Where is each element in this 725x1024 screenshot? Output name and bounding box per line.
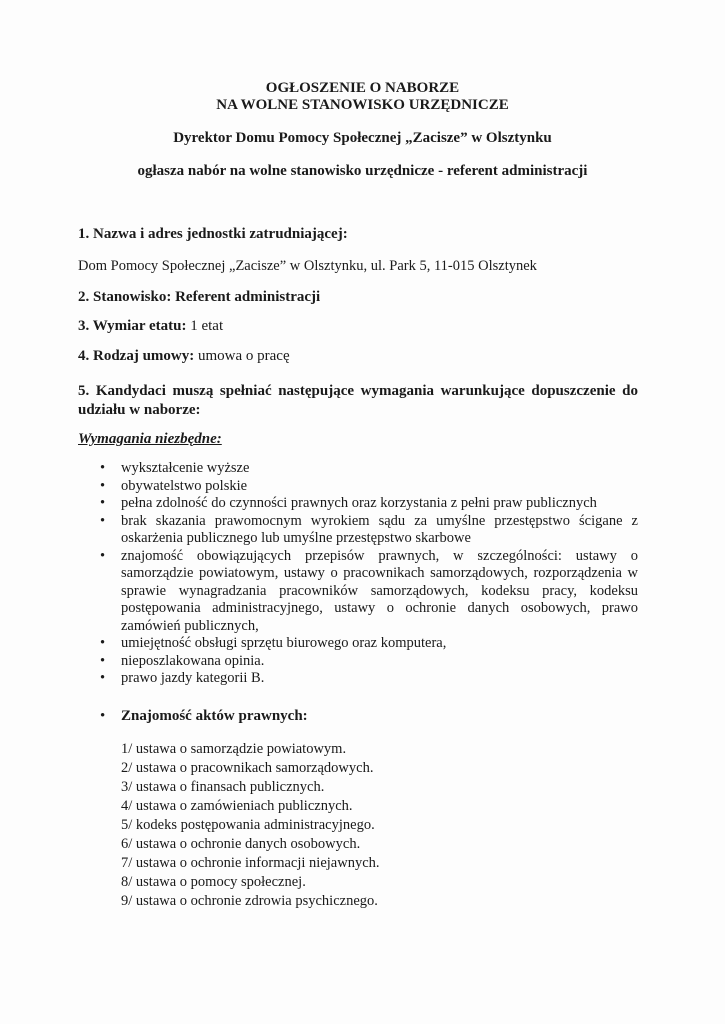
list-item: • pełna zdolność do czynności prawnych oraz korzystania z pełni praw publicznych: [100, 495, 597, 511]
list-item: • nieposzlakowana opinia.: [100, 652, 265, 669]
section-4-label: 4. Rodzaj umowy:: [78, 348, 195, 364]
list-item: 2/ ustawa o pracownikach samorządowych.: [121, 760, 374, 776]
section-1-label: 1. Nazwa i adres jednostki zatrudniającej:: [78, 226, 348, 242]
bullet-icon: •: [100, 495, 106, 511]
acts-heading-row: [78, 708, 308, 725]
section-3: [78, 318, 638, 335]
requirements-list: [78, 460, 638, 688]
director-line: Dyrektor Domu Pomocy Społecznej „Zacisze” w Olsztynku: [173, 130, 552, 146]
list-item: • umiejętność obsługi sprzętu biurowego oraz komputera,: [100, 635, 447, 651]
title-line-2: NA WOLNE STANOWISKO URZĘDNICZE: [216, 97, 509, 113]
section-1-value: Dom Pomocy Społecznej „Zacisze” w Olsztynku, ul. Park 5, 11-015 Olsztynek: [78, 258, 537, 274]
list-item: 6/ ustawa o ochronie danych osobowych.: [121, 836, 361, 852]
bullet-icon: •: [100, 512, 106, 529]
section-4-value: umowa o pracę: [198, 348, 290, 364]
list-item: • wykształcenie wyższe: [100, 460, 250, 476]
acts-list: [121, 740, 380, 911]
list-item: • prawo jazdy kategorii B.: [100, 670, 265, 686]
list-item: • obywatelstwo polskie: [100, 477, 248, 494]
requirements-heading: Wymagania niezbędne:: [78, 431, 222, 447]
list-item: 7/ ustawa o ochronie informacji niejawnych.: [121, 855, 380, 871]
section-4: [78, 348, 638, 365]
list-item: • znajomość obowiązujących przepisów prawnych, w szczególności: ustawy o samorządzie powiatowym, ustawy o pracownikach samorządowych, rozporządzenia w sprawie wynagradzania pracowników samorządowych, kodeksu pracy, kodeksu postępowania administracyjnego, ustawy o ochronie danych osobowych, prawo zamówień publicznych,: [100, 547, 638, 634]
acts-heading: Znajomość aktów prawnych:: [121, 708, 308, 724]
list-item: 8/ ustawa o pomocy społecznej.: [121, 874, 306, 890]
list-item: 9/ ustawa o ochronie zdrowia psychicznego.: [121, 893, 378, 909]
section-2-label: 2. Stanowisko: Referent administracji: [78, 289, 321, 305]
list-item: • brak skazania prawomocnym wyrokiem sądu za umyślne przestępstwo ścigane z oskarżenia publicznego lub umyślne przestępstwo skarbowe: [100, 512, 638, 546]
bullet-icon: •: [100, 547, 106, 564]
bullet-icon: •: [100, 635, 106, 651]
bullet-icon: •: [100, 670, 106, 686]
list-item: 4/ ustawa o zamówieniach publicznych.: [121, 798, 353, 814]
title-line-1: OGŁOSZENIE O NABORZE: [265, 80, 460, 96]
list-item: 3/ ustawa o finansach publicznych.: [121, 779, 325, 795]
announcement-line: ogłasza nabór na wolne stanowisko urzędnicze - referent administracji: [137, 163, 588, 179]
bullet-icon: •: [100, 652, 106, 669]
list-item: 1/ ustawa o samorządzie powiatowym.: [121, 741, 347, 757]
bullet-icon: •: [100, 460, 106, 476]
list-item: 5/ kodeks postępowania administracyjnego.: [121, 817, 375, 833]
section-3-value: 1 etat: [190, 318, 224, 334]
section-3-label: 3. Wymiar etatu:: [78, 318, 187, 334]
bullet-icon: •: [100, 477, 106, 494]
bullet-icon: •: [100, 708, 106, 724]
section-5-label: 5. Kandydaci muszą spełniać następujące wymagania warunkujące dopuszczenie do udziału w naborze:: [78, 383, 638, 418]
